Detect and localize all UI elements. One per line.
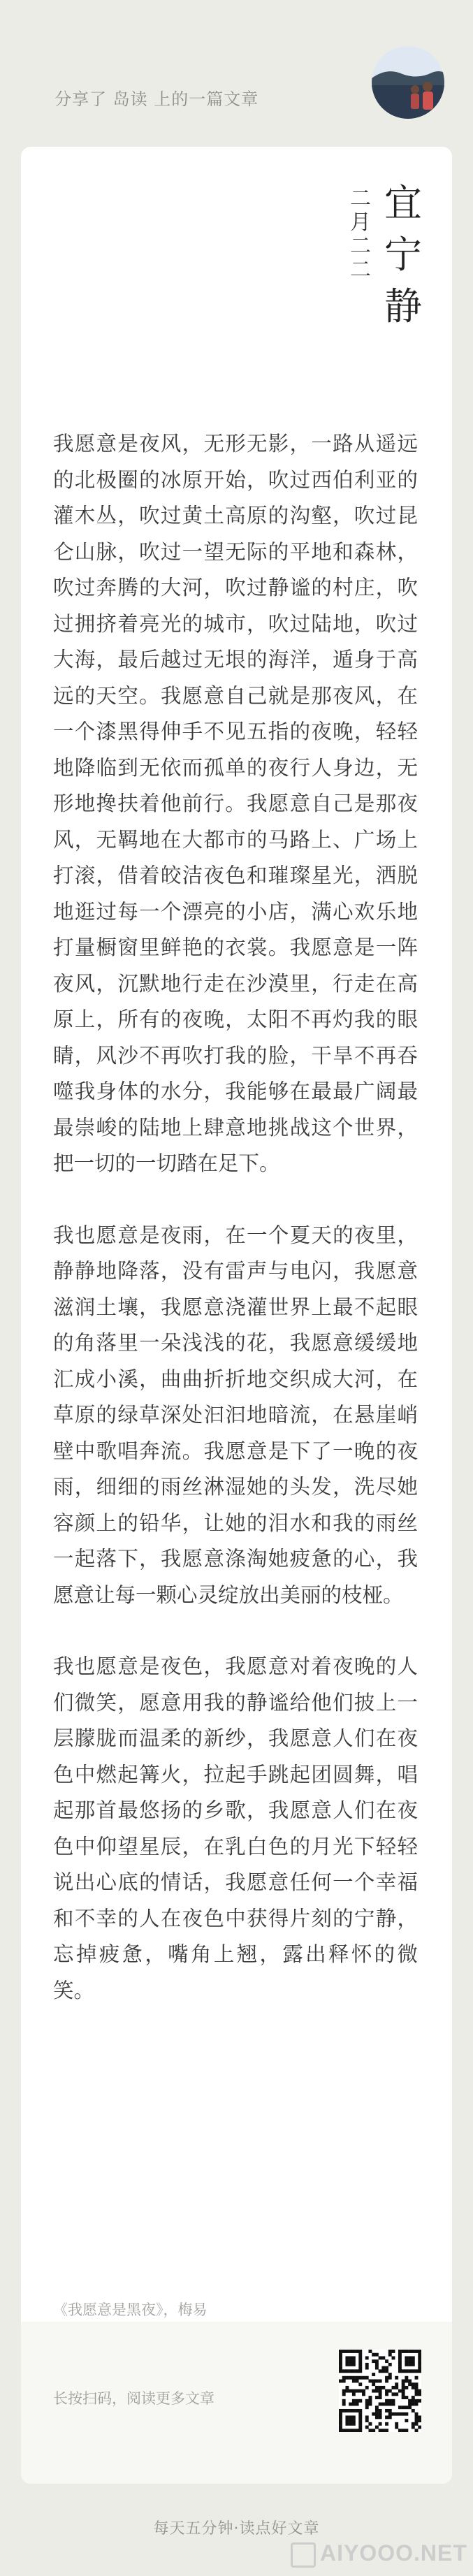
watermark-text: AIYOOO.NET bbox=[320, 2540, 467, 2566]
article-title bbox=[379, 177, 428, 333]
date-char: 二 bbox=[350, 234, 371, 259]
article-card bbox=[21, 147, 452, 2484]
date-char: 二 bbox=[350, 258, 371, 282]
article-body bbox=[53, 426, 418, 2044]
article-date bbox=[347, 187, 374, 282]
title-char: 宁 bbox=[384, 233, 422, 277]
slogan: 每天五分钟·读点好文章 bbox=[153, 2520, 320, 2538]
header-avatar bbox=[372, 46, 444, 119]
article-paragraph: 我愿意是夜风，无形无影，一路从遥远的北极圈的冰原开始，吹过西伯利亚的灌木丛，吹过黄土高原的沟壑，吹过昆仑山脉，吹过一望无际的平地和森林，吹过奔腾的大河，吹过静谧的村庄，吹过拥挤着亮光的城市，吹过陆地，吹过大海，最后越过无垠的海洋，遁身于高远的天空。我愿意自己就是那夜风，在一个漆黑得伸手不见五指的夜晚，轻轻地降临到无依而孤单的夜行人身边，无形地搀扶着他前行。我愿意自己是那夜风，无羁地在大都市的马路上、广场上打滚，借着皎洁夜色和璀璨星光，洒脱地逛过每一个漂亮的小店，满心欢乐地打量橱窗里鲜艳的衣裳。我愿意是一阵夜风，沉默地行走在沙漠里，行走在高原上，所有的夜晚，太阳不再灼我的眼睛，风沙不再吹打我的脸，干旱不再吞噬我身体的水分，我能够在最最广阔最最崇峻的陆地上肆意地挑战这个世界，把一切的一切踏在足下。 bbox=[53, 432, 418, 1175]
qr-code-graphic bbox=[339, 2350, 421, 2432]
share-header bbox=[0, 0, 473, 147]
watermark-logo-icon bbox=[291, 2542, 316, 2568]
avatar-image bbox=[372, 46, 444, 119]
title-char: 静 bbox=[384, 284, 422, 328]
date-char: 二 bbox=[350, 187, 371, 211]
watermark bbox=[291, 2540, 467, 2568]
title-char: 宜 bbox=[384, 181, 422, 225]
article-paragraph: 我也愿意是夜色，我愿意对着夜晚的人们微笑，愿意用我的静谧给他们披上一层朦胧而温柔的新纱，我愿意人们在夜色中燃起篝火，拉起手跳起团圆舞，唱起那首最悠扬的乡歌，我愿意人们在夜色中仰望星辰，在乳白色的月光下轻轻说出心底的情话，我愿意任何一个幸福和不幸的人在夜色中获得片刻的宁静，忘掉疲惫，嘴角上翘，露出释怀的微笑。 bbox=[53, 1654, 418, 2002]
article-citation: 《我愿意是黑夜》，梅易 bbox=[53, 2301, 208, 2318]
share-text: 分享了 岛读 上的一篇文章 bbox=[54, 89, 259, 109]
qr-code-icon[interactable] bbox=[339, 2350, 421, 2432]
scan-hint: 长按扫码，阅读更多文章 bbox=[53, 2390, 214, 2407]
qr-footer bbox=[21, 2322, 452, 2484]
article-paragraph: 我也愿意是夜雨，在一个夏天的夜里，静静地降落，没有雷声与电闪，我愿意滋润土壤，我愿意浇灌世界上最不起眼的角落里一朵浅浅的花，我愿意缓缓地汇成小溪，曲曲折折地交织成大河，在草原的绿草深处汩汩地暗流，在悬崖峭壁中歌唱奔流。我愿意是下了一晚的夜雨，细细的雨丝淋湿她的头发，洗尽她容颜上的铅华，让她的泪水和我的雨丝一起落下，我愿意涤淘她疲惫的心，我愿意让每一颗心灵绽放出美丽的枝桠。 bbox=[53, 1223, 418, 1607]
date-char: 月 bbox=[350, 210, 371, 235]
